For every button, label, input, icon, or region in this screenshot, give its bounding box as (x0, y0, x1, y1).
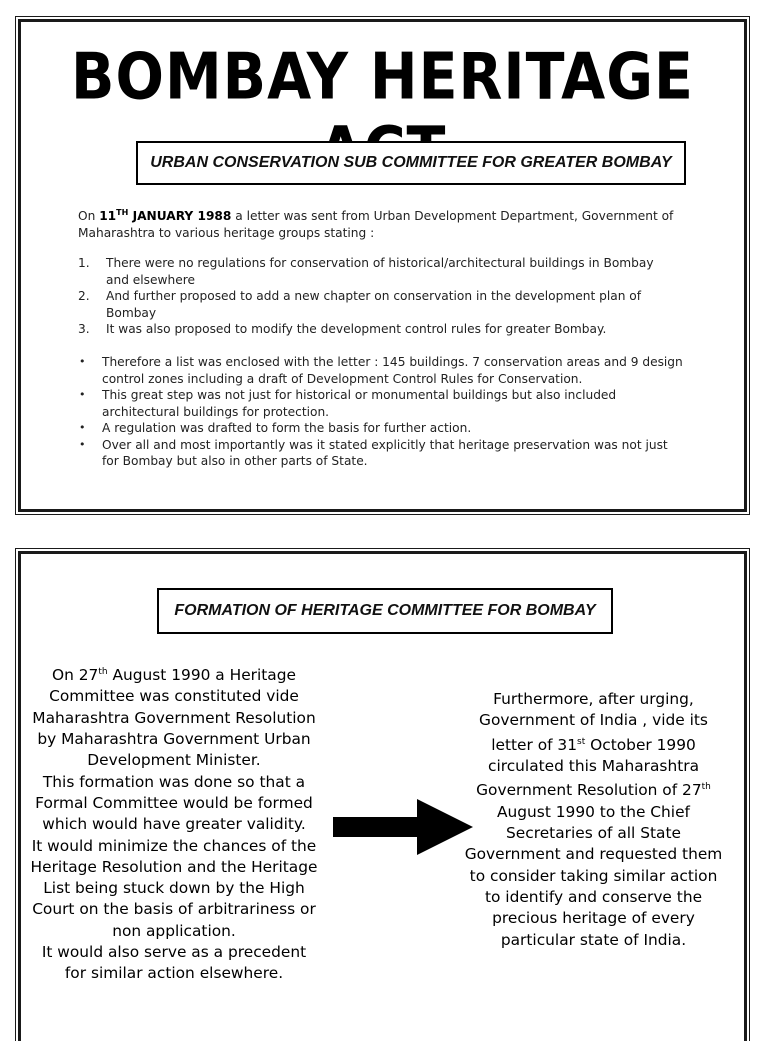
right-column-text: Furthermore, after urging, Government of India , vide its letter of 31st October 1990 circulated this Maharashtra Government Resolution of 27th August 1990 to the Chief Secretaries of all State Government and requested them to consider taking similar action to identify and conserve the precious heritage of every particular state of India. (464, 690, 723, 949)
intro-day: 11 (99, 209, 117, 224)
page-title: BOMBAY HERITAGE (71, 40, 694, 114)
list-item: • Therefore a list was enclosed with the letter : 145 buildings. 7 conservation areas and 9 design control zones including a draft of Development Control Rules for Conservation. (78, 354, 688, 387)
list-item: 1. There were no regulations for conservation of historical/architectural buildings in Bombay and elsewhere (78, 256, 654, 287)
intro-rest: a letter was sent from Urban Development Department, Government of Maharashtra to various heritage groups stating : (78, 209, 674, 240)
intro-day-suffix: TH (116, 208, 129, 217)
intro-paragraph (78, 205, 678, 241)
list-item: 3. It was also proposed to modify the development control rules for greater Bombay. (78, 322, 607, 336)
list-item: 2. And further proposed to add a new chapter on conservation in the development plan of Bombay (78, 289, 642, 320)
left-paragraph-1: On 27th August 1990 a Heritage Committee was constituted vide Maharashtra Government Resolution by Maharashtra Government Urban Development Minister. (32, 666, 316, 770)
left-paragraph-2: This formation was done so that a Formal Committee would be formed which would have greater validity. (35, 772, 313, 834)
bullet-points (78, 354, 688, 470)
slide-urban-conservation (18, 19, 747, 512)
left-paragraph-4: It would also serve as a precedent for similar action elsewhere. (41, 942, 307, 983)
numbered-points (78, 255, 678, 338)
list-item: • A regulation was drafted to form the basis for further action. (78, 420, 688, 437)
list-item: • Over all and most importantly was it stated explicitly that heritage preservation was not just for Bombay but also in other parts of State. (78, 437, 688, 470)
intro-month-year: JANUARY 1988 (128, 209, 232, 224)
list-item: • This great step was not just for historical or monumental buildings but also included architectural buildings for protection. (78, 387, 688, 420)
section-heading-urban-conservation: URBAN CONSERVATION SUB COMMITTEE FOR GREATER BOMBAY (136, 141, 686, 185)
intro-prefix: On (78, 209, 100, 224)
slide-heritage-committee (18, 551, 747, 1041)
section-heading-heritage-committee: FORMATION OF HERITAGE COMMITTEE FOR BOMBAY (157, 588, 613, 634)
left-column-text (29, 662, 319, 985)
right-arrow-icon (329, 797, 477, 857)
left-paragraph-3: It would minimize the chances of the Heritage Resolution and the Heritage List being stuck down by the High Court on the basis of arbitrariness or non application. (30, 836, 318, 940)
